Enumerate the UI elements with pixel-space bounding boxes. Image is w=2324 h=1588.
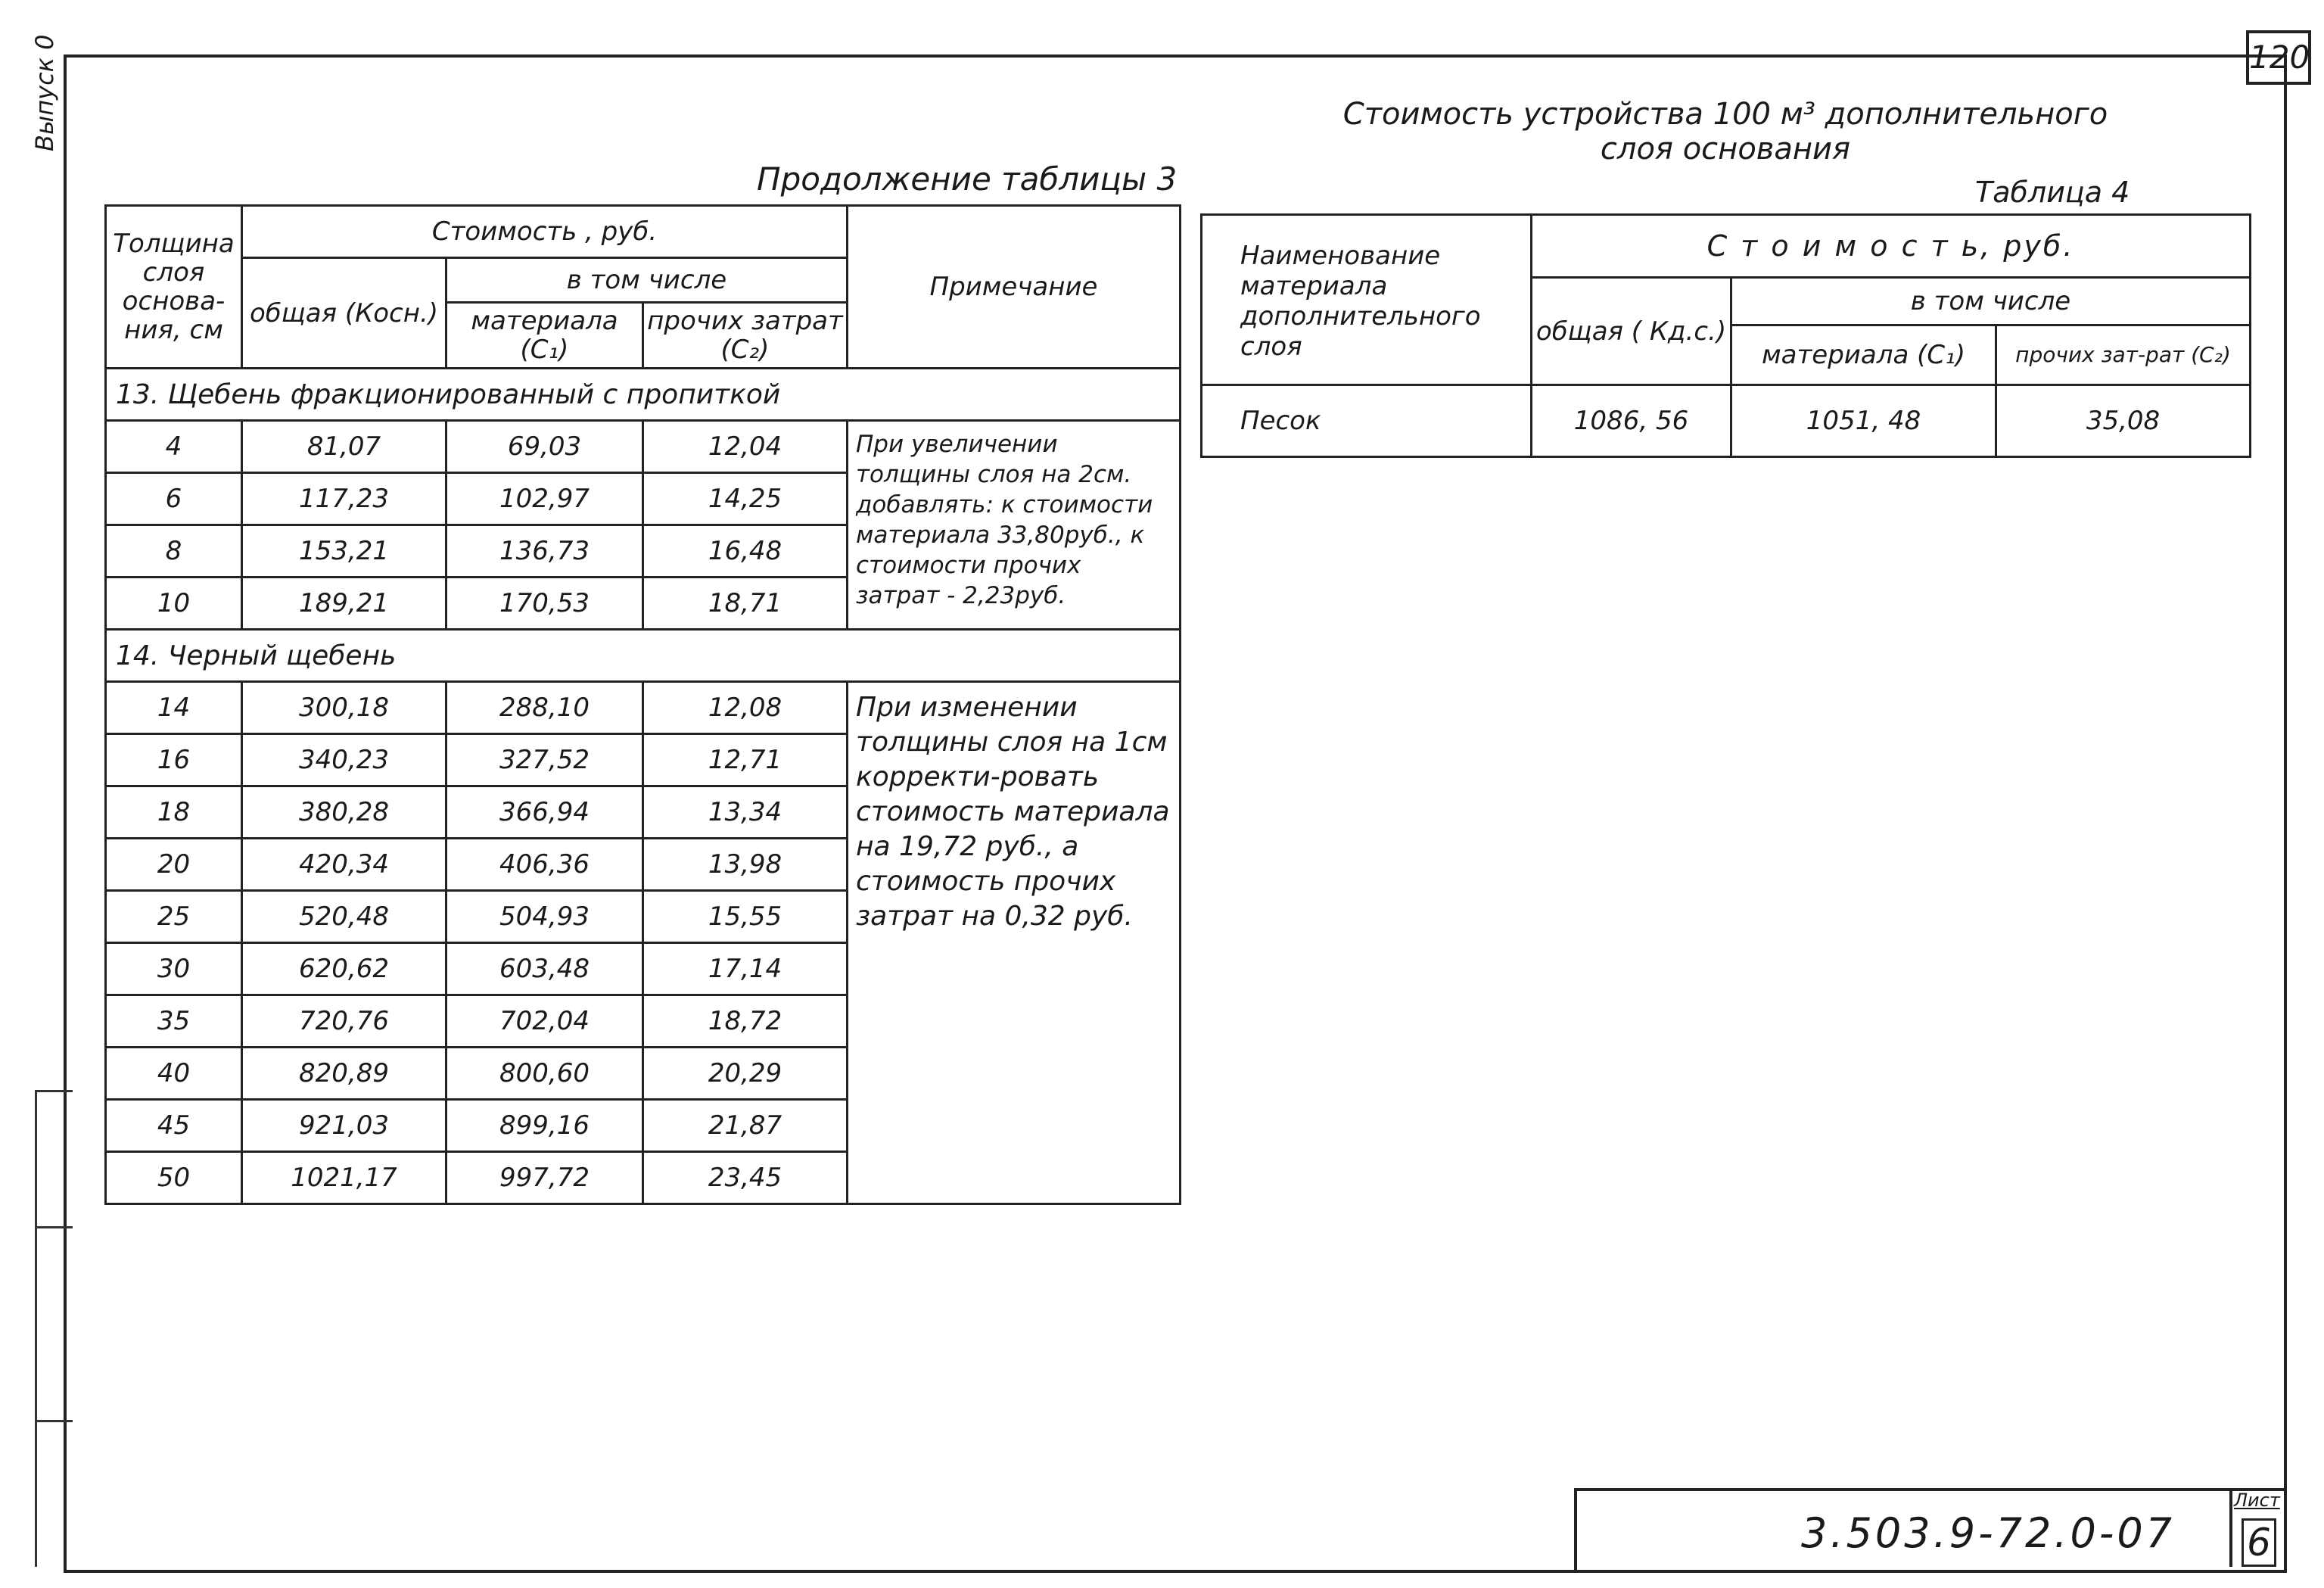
side-margin-text: Выпуск 0 xyxy=(30,34,59,151)
cell-thickness: 8 xyxy=(106,525,242,578)
header-cost: Стоимость , руб. xyxy=(242,206,848,258)
header-cost: С т о и м о с т ь, руб. xyxy=(1532,215,2251,278)
section-title: 13. Щебень фракционированный с пропиткой xyxy=(106,369,1181,421)
cell-materials: 406,36 xyxy=(446,839,643,891)
cell-other: 35,08 xyxy=(1996,385,2251,457)
cell-other: 20,29 xyxy=(643,1048,848,1100)
header-other: прочих зат-рат (C₂) xyxy=(1996,325,2251,385)
cell-materials: 69,03 xyxy=(446,421,643,473)
cell-total: 820,89 xyxy=(242,1048,446,1100)
header-including: в том числе xyxy=(1731,278,2251,325)
cell-other: 13,34 xyxy=(643,786,848,839)
cell-thickness: 50 xyxy=(106,1152,242,1204)
cell-total: 420,34 xyxy=(242,839,446,891)
cell-thickness: 10 xyxy=(106,578,242,630)
cell-total: 117,23 xyxy=(242,473,446,525)
cell-materials: 603,48 xyxy=(446,943,643,995)
header-note: Примечание xyxy=(848,206,1181,369)
header-total: общая (Косн.) xyxy=(242,258,446,369)
cell-thickness: 4 xyxy=(106,421,242,473)
cell-thickness: 35 xyxy=(106,995,242,1048)
section-row xyxy=(106,369,1181,421)
table4-title-line1: Стоимость устройства 100 м³ дополнительного xyxy=(1342,97,2108,132)
header-total: общая ( Кд.с.) xyxy=(1532,278,1731,385)
cell-materials: 800,60 xyxy=(446,1048,643,1100)
cell-total: 1021,17 xyxy=(242,1152,446,1204)
cell-thickness: 16 xyxy=(106,734,242,786)
cell-other: 12,08 xyxy=(643,682,848,734)
side-margin-line xyxy=(35,1420,73,1422)
section-note: При изменении толщины слоя на 1см корректи-ровать стоимость материала на 19,72 руб., а стоимость прочих затрат на 0,32 руб. xyxy=(848,682,1181,1204)
cell-thickness: 30 xyxy=(106,943,242,995)
cell-thickness: 45 xyxy=(106,1100,242,1152)
cell-materials: 504,93 xyxy=(446,891,643,943)
cell-other: 14,25 xyxy=(643,473,848,525)
header-thickness: Толщина слоя основа-ния, см xyxy=(106,206,242,369)
cell-other: 12,04 xyxy=(643,421,848,473)
header-materials: материала (C₁) xyxy=(446,303,643,369)
side-margin-line xyxy=(35,1226,73,1228)
table4-caption: Таблица 4 xyxy=(1975,176,2130,209)
table-row xyxy=(1202,385,2251,457)
cell-other: 12,71 xyxy=(643,734,848,786)
cell-total: 520,48 xyxy=(242,891,446,943)
cell-other: 15,55 xyxy=(643,891,848,943)
cell-other: 21,87 xyxy=(643,1100,848,1152)
cell-thickness: 40 xyxy=(106,1048,242,1100)
table-row xyxy=(106,682,1181,734)
table4-title xyxy=(1279,97,2172,167)
cell-materials: 899,16 xyxy=(446,1100,643,1152)
cell-materials: 102,97 xyxy=(446,473,643,525)
cell-materials: 170,53 xyxy=(446,578,643,630)
page-number: 120 xyxy=(2246,30,2311,85)
section-row xyxy=(106,630,1181,682)
cell-other: 23,45 xyxy=(643,1152,848,1204)
cell-materials: 366,94 xyxy=(446,786,643,839)
table4-header-row xyxy=(1202,215,2251,278)
document-code: 3.503.9-72.0-07 xyxy=(1801,1509,2176,1557)
header-materials: материала (C₁) xyxy=(1731,325,1996,385)
section-title: 14. Черный щебень xyxy=(106,630,1181,682)
cell-materials: 136,73 xyxy=(446,525,643,578)
cell-other: 16,48 xyxy=(643,525,848,578)
cell-thickness: 18 xyxy=(106,786,242,839)
sheet-number: 6 xyxy=(2242,1518,2276,1567)
cell-other: 18,72 xyxy=(643,995,848,1048)
header-including: в том числе xyxy=(446,258,848,303)
cell-materials: 1051, 48 xyxy=(1731,385,1996,457)
sheet-label: Лист xyxy=(2234,1490,2280,1511)
table4-title-line2: слоя основания xyxy=(1600,132,1851,167)
cell-materials: 327,52 xyxy=(446,734,643,786)
cell-thickness: 6 xyxy=(106,473,242,525)
cell-total: 153,21 xyxy=(242,525,446,578)
cell-materials: 997,72 xyxy=(446,1152,643,1204)
cell-thickness: 20 xyxy=(106,839,242,891)
section-note: При увеличении толщины слоя на 2см. добавлять: к стоимости материала 33,80руб., к стоимости прочих затрат - 2,23руб. xyxy=(848,421,1181,630)
cell-materials: 288,10 xyxy=(446,682,643,734)
table3-header-row xyxy=(106,206,1181,258)
cell-material-name: Песок xyxy=(1202,385,1532,457)
table3 xyxy=(104,204,1181,1205)
cell-thickness: 14 xyxy=(106,682,242,734)
header-material-name: Наименование материала дополнительного слоя xyxy=(1202,215,1532,385)
cell-thickness: 25 xyxy=(106,891,242,943)
cell-total: 380,28 xyxy=(242,786,446,839)
cell-total: 1086, 56 xyxy=(1532,385,1731,457)
cell-other: 18,71 xyxy=(643,578,848,630)
table-row xyxy=(106,421,1181,473)
header-other: прочих затрат (C₂) xyxy=(643,303,848,369)
side-margin-vertical xyxy=(35,1090,37,1567)
cell-materials: 702,04 xyxy=(446,995,643,1048)
cell-other: 17,14 xyxy=(643,943,848,995)
cell-total: 340,23 xyxy=(242,734,446,786)
cell-total: 720,76 xyxy=(242,995,446,1048)
table4 xyxy=(1200,213,2251,458)
table3-caption: Продолжение таблицы 3 xyxy=(757,160,1178,198)
cell-other: 13,98 xyxy=(643,839,848,891)
side-margin-line xyxy=(35,1090,73,1092)
cell-total: 921,03 xyxy=(242,1100,446,1152)
cell-total: 300,18 xyxy=(242,682,446,734)
cell-total: 81,07 xyxy=(242,421,446,473)
cell-total: 189,21 xyxy=(242,578,446,630)
cell-total: 620,62 xyxy=(242,943,446,995)
